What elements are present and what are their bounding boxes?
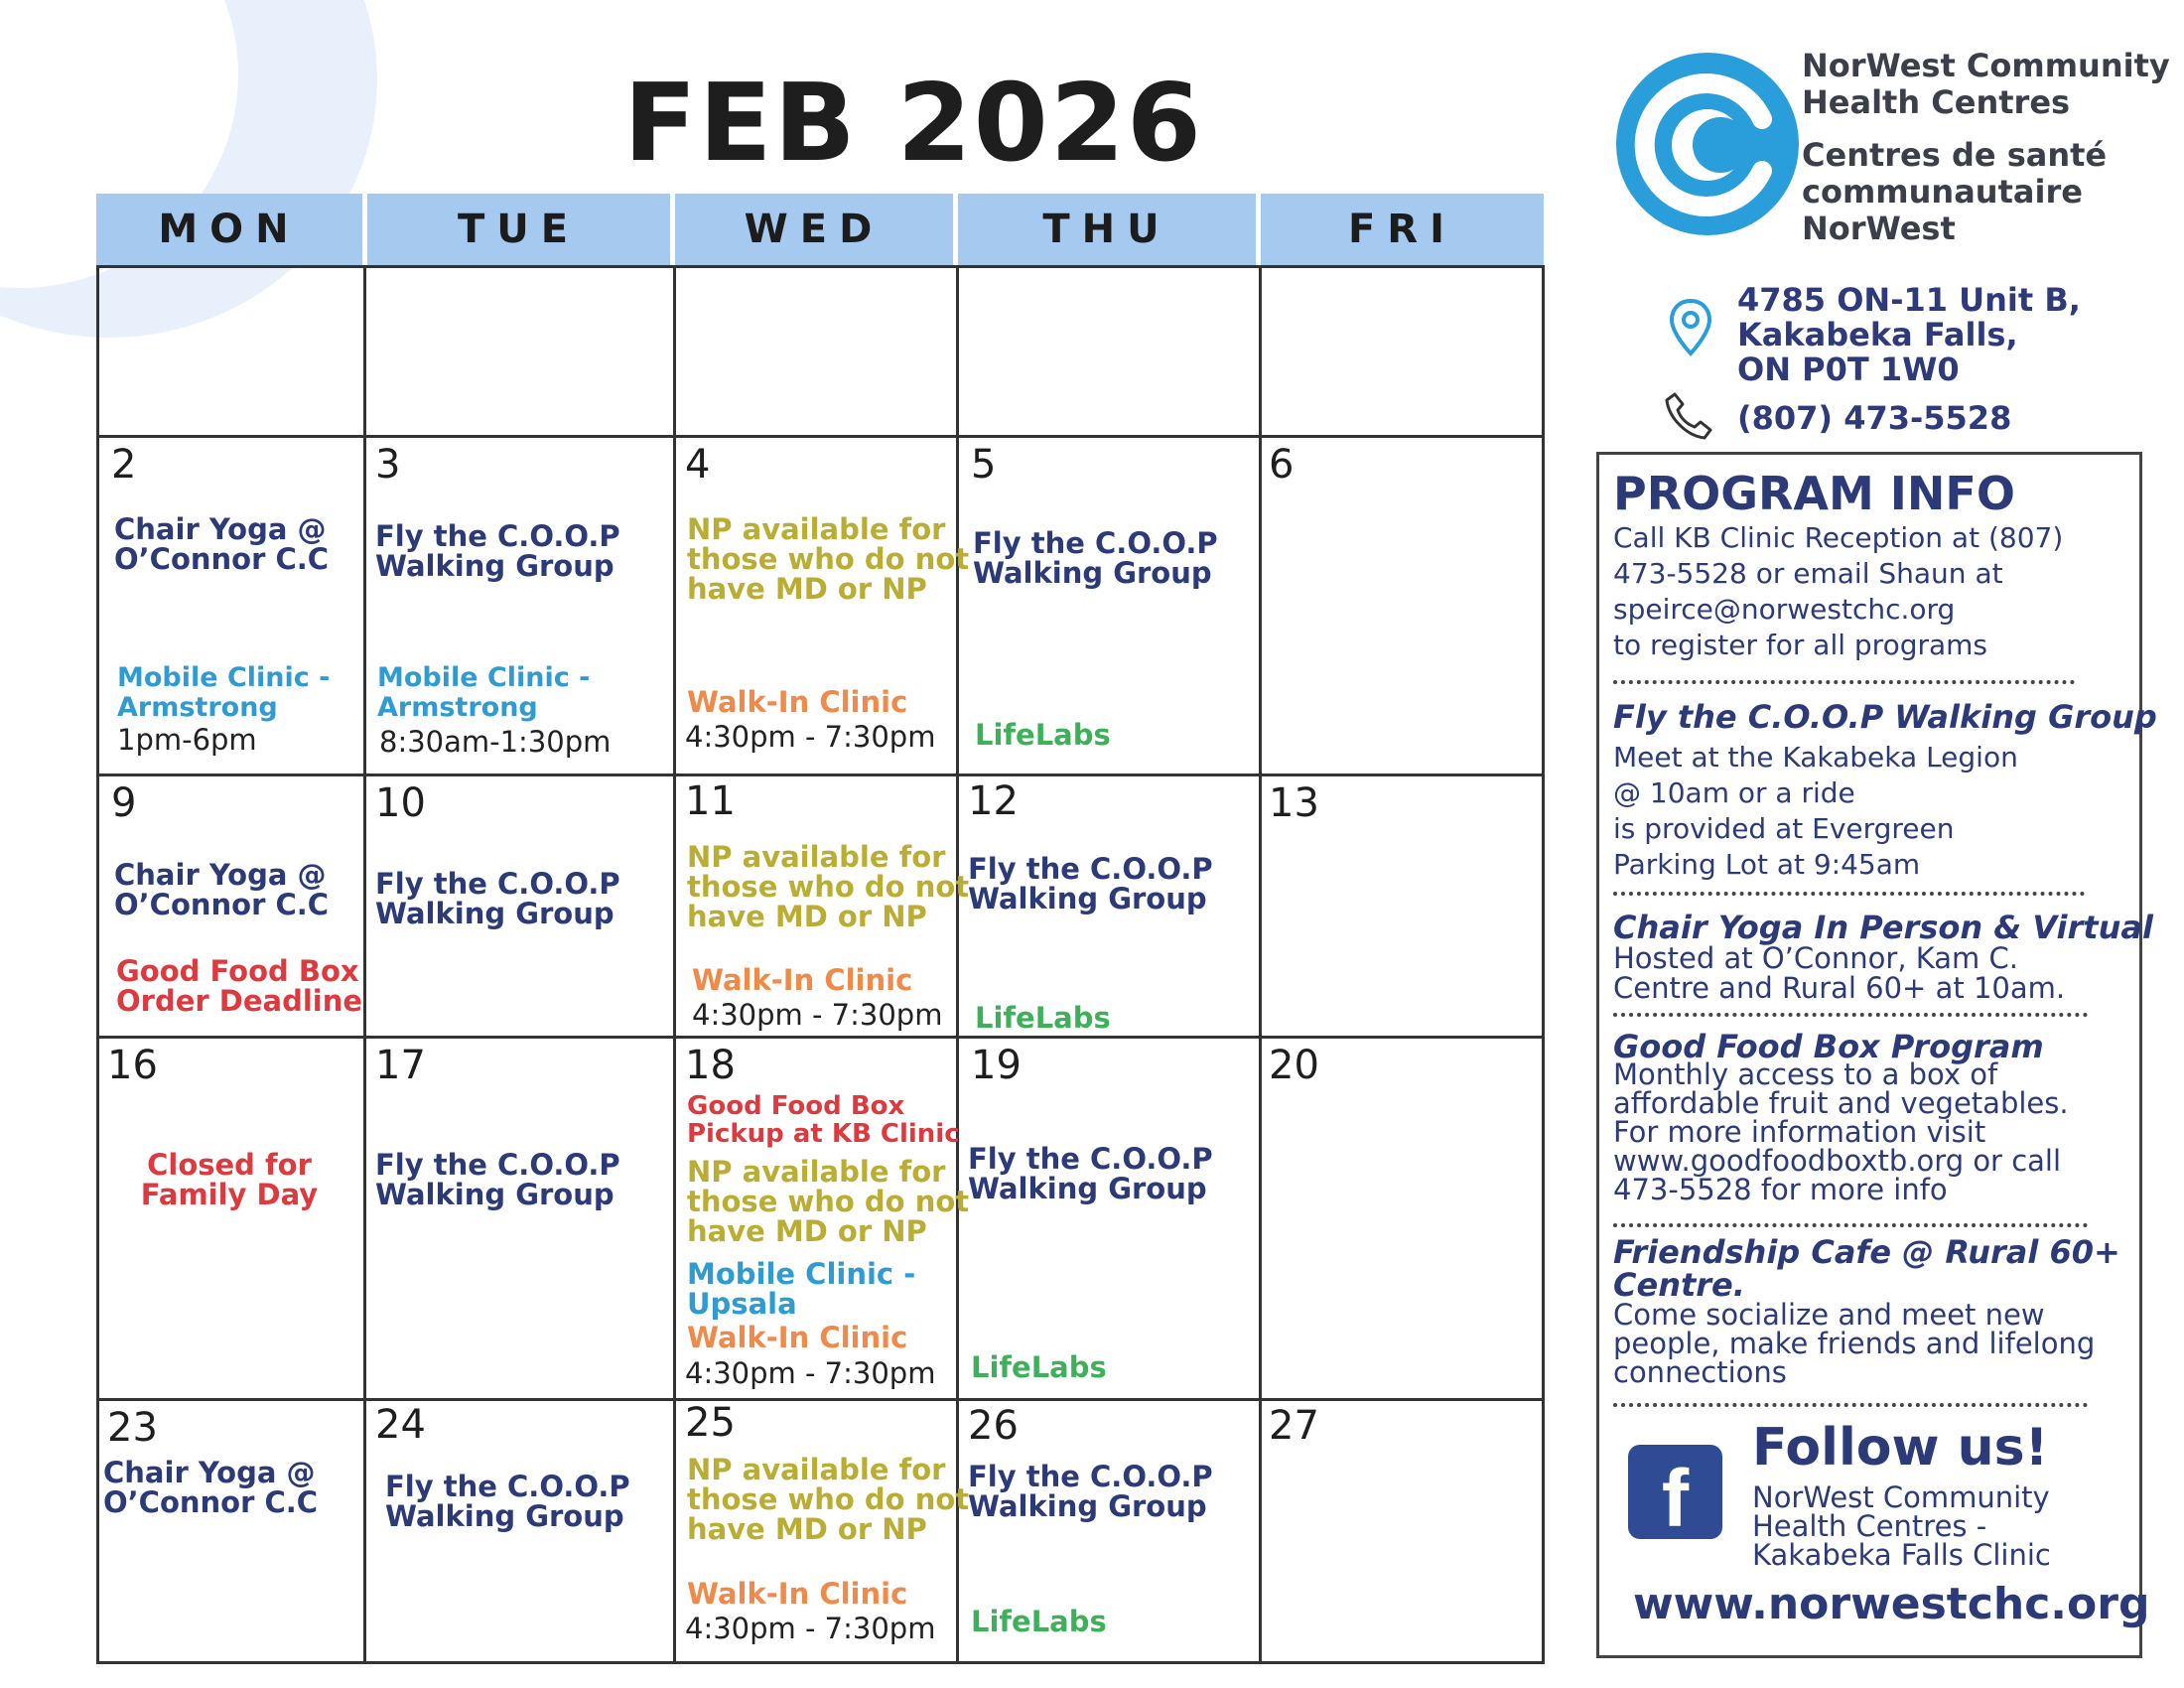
event-walk-in-clinic: Walk-In Clinic xyxy=(692,963,913,997)
grid-line xyxy=(673,265,676,1664)
day-header-mon: MON xyxy=(96,194,362,265)
event-time: 1pm-6pm xyxy=(117,723,257,757)
grid-line xyxy=(96,1398,1544,1401)
event-walking-group: Fly the C.O.O.P Walking Group xyxy=(375,867,620,930)
event-np-available: NP available for those who do not have MD or NP xyxy=(687,512,970,606)
event-walking-group: Fly the C.O.O.P Walking Group xyxy=(375,519,620,583)
grid-line xyxy=(96,774,1544,776)
day-number: 13 xyxy=(1269,780,1319,826)
org-name-fr: Centres de santé communautaire NorWest xyxy=(1802,136,2108,247)
event-mobile-clinic: Mobile Clinic - Upsala xyxy=(687,1257,916,1321)
grid-line xyxy=(96,1661,1544,1664)
event-time: 8:30am-1:30pm xyxy=(379,725,612,759)
follow-us-heading: Follow us! xyxy=(1752,1418,2049,1477)
event-walking-group: Fly the C.O.O.P Walking Group xyxy=(973,526,1218,590)
grid-line xyxy=(96,1036,1544,1039)
day-number: 27 xyxy=(1269,1403,1319,1449)
norwest-logo-icon xyxy=(1613,50,1802,238)
day-number: 18 xyxy=(685,1043,736,1088)
website-link[interactable]: www.norwestchc.org xyxy=(1633,1579,2150,1629)
phone-number: (807) 473-5528 xyxy=(1737,399,2012,437)
grid-line xyxy=(363,265,366,1664)
event-good-food-box-deadline: Good Food Box Order Deadline xyxy=(116,954,363,1018)
event-lifelabs: LifeLabs xyxy=(975,718,1111,752)
day-number: 23 xyxy=(107,1405,158,1451)
event-walk-in-clinic: Walk-In Clinic xyxy=(687,1321,908,1354)
event-np-available: NP available for those who do not have MD or NP xyxy=(687,840,970,933)
day-number: 6 xyxy=(1269,442,1295,488)
event-lifelabs: LifeLabs xyxy=(971,1605,1107,1638)
day-number: 17 xyxy=(375,1043,426,1088)
event-lifelabs: LifeLabs xyxy=(975,1001,1111,1035)
day-number: 24 xyxy=(375,1402,426,1448)
day-number: 4 xyxy=(685,442,711,488)
day-header-wed: WED xyxy=(675,194,953,265)
event-walking-group: Fly the C.O.O.P Walking Group xyxy=(968,1142,1213,1205)
divider xyxy=(1613,892,2085,896)
grid-line xyxy=(1542,265,1545,1664)
program-walking-text: Meet at the Kakabeka Legion @ 10am or a ride is provided at Evergreen Parking Lot at 9:45am xyxy=(1613,741,2018,881)
program-yoga-heading: Chair Yoga In Person & Virtual xyxy=(1613,909,2153,946)
day-number: 5 xyxy=(971,442,997,488)
event-chair-yoga: Chair Yoga @ O’Connor C.C xyxy=(103,1456,319,1519)
program-cafe-heading: Friendship Cafe @ Rural 60+ Centre. xyxy=(1613,1233,2120,1304)
facebook-icon[interactable]: f xyxy=(1628,1445,1722,1539)
event-time: 4:30pm - 7:30pm xyxy=(685,1356,936,1390)
event-lifelabs: LifeLabs xyxy=(971,1350,1107,1384)
program-info-title: PROGRAM INFO xyxy=(1613,467,2015,520)
divider xyxy=(1613,1013,2088,1017)
event-walking-group: Fly the C.O.O.P Walking Group xyxy=(968,852,1213,915)
divider xyxy=(1613,1403,2088,1407)
event-mobile-clinic: Mobile Clinic - Armstrong xyxy=(117,662,331,723)
event-time: 4:30pm - 7:30pm xyxy=(685,720,936,754)
phone-icon xyxy=(1663,390,1714,442)
grid-line xyxy=(96,265,1544,268)
facebook-page-name: NorWest Community Health Centres - Kakabeka Falls Clinic xyxy=(1752,1480,2051,1572)
event-walk-in-clinic: Walk-In Clinic xyxy=(687,685,908,719)
day-number: 25 xyxy=(685,1400,736,1446)
event-chair-yoga: Chair Yoga @ O’Connor C.C xyxy=(114,512,330,576)
day-number: 16 xyxy=(107,1043,158,1088)
program-cafe-text: Come socialize and meet new people, make friends and lifelong connections xyxy=(1613,1298,2096,1389)
day-number: 3 xyxy=(375,442,401,488)
program-gfb-text: Monthly access to a box of affordable fruit and vegetables. For more information visit www.goodfoodboxtb.org or call 473-5528 for more info xyxy=(1613,1057,2069,1206)
divider xyxy=(1613,680,2075,684)
day-header-tue: TUE xyxy=(367,194,670,265)
org-name-en: NorWest Community Health Centres xyxy=(1802,47,2170,121)
grid-line xyxy=(96,265,99,1664)
event-walking-group: Fly the C.O.O.P Walking Group xyxy=(375,1148,620,1211)
day-header-fri: FRI xyxy=(1261,194,1544,265)
day-number: 20 xyxy=(1269,1043,1319,1088)
divider xyxy=(1613,1223,2088,1227)
event-mobile-clinic: Mobile Clinic - Armstrong xyxy=(377,662,591,723)
event-closed-family-day: Closed for Family Day xyxy=(140,1148,319,1211)
event-good-food-box-pickup: Good Food Box Pickup at KB Clinic xyxy=(687,1091,960,1149)
day-number: 2 xyxy=(111,442,137,488)
address: 4785 ON-11 Unit B, Kakabeka Falls, ON P0T 1W0 xyxy=(1737,281,2081,388)
calendar-title: FEB 2026 xyxy=(622,62,1204,186)
event-walking-group: Fly the C.O.O.P Walking Group xyxy=(385,1470,630,1533)
day-number: 11 xyxy=(685,778,736,824)
program-yoga-text: Hosted at O’Connor, Kam C. Centre and Rural 60+ at 10am. xyxy=(1613,941,2066,1005)
event-time: 4:30pm - 7:30pm xyxy=(685,1612,936,1645)
day-number: 10 xyxy=(375,780,426,826)
grid-line xyxy=(96,435,1544,438)
location-pin-icon xyxy=(1668,298,1713,357)
program-gfb-heading: Good Food Box Program xyxy=(1613,1028,2044,1065)
event-time: 4:30pm - 7:30pm xyxy=(692,998,943,1032)
event-walk-in-clinic: Walk-In Clinic xyxy=(687,1577,908,1611)
day-number: 9 xyxy=(111,780,137,826)
event-np-available: NP available for those who do not have MD or NP xyxy=(687,1453,970,1546)
program-walking-heading: Fly the C.O.O.P Walking Group xyxy=(1613,698,2157,736)
grid-line xyxy=(1259,265,1262,1664)
day-number: 12 xyxy=(968,778,1019,824)
org-name xyxy=(1802,48,2184,247)
day-number: 26 xyxy=(968,1403,1019,1449)
day-number: 19 xyxy=(971,1043,1022,1088)
event-chair-yoga: Chair Yoga @ O’Connor C.C xyxy=(114,858,330,921)
event-walking-group: Fly the C.O.O.P Walking Group xyxy=(968,1460,1213,1523)
program-intro: Call KB Clinic Reception at (807) 473-5528 or email Shaun at speirce@norwestchc.org to register for all programs xyxy=(1613,521,2064,661)
event-np-available: NP available for those who do not have MD or NP xyxy=(687,1155,970,1248)
day-header-thu: THU xyxy=(958,194,1256,265)
